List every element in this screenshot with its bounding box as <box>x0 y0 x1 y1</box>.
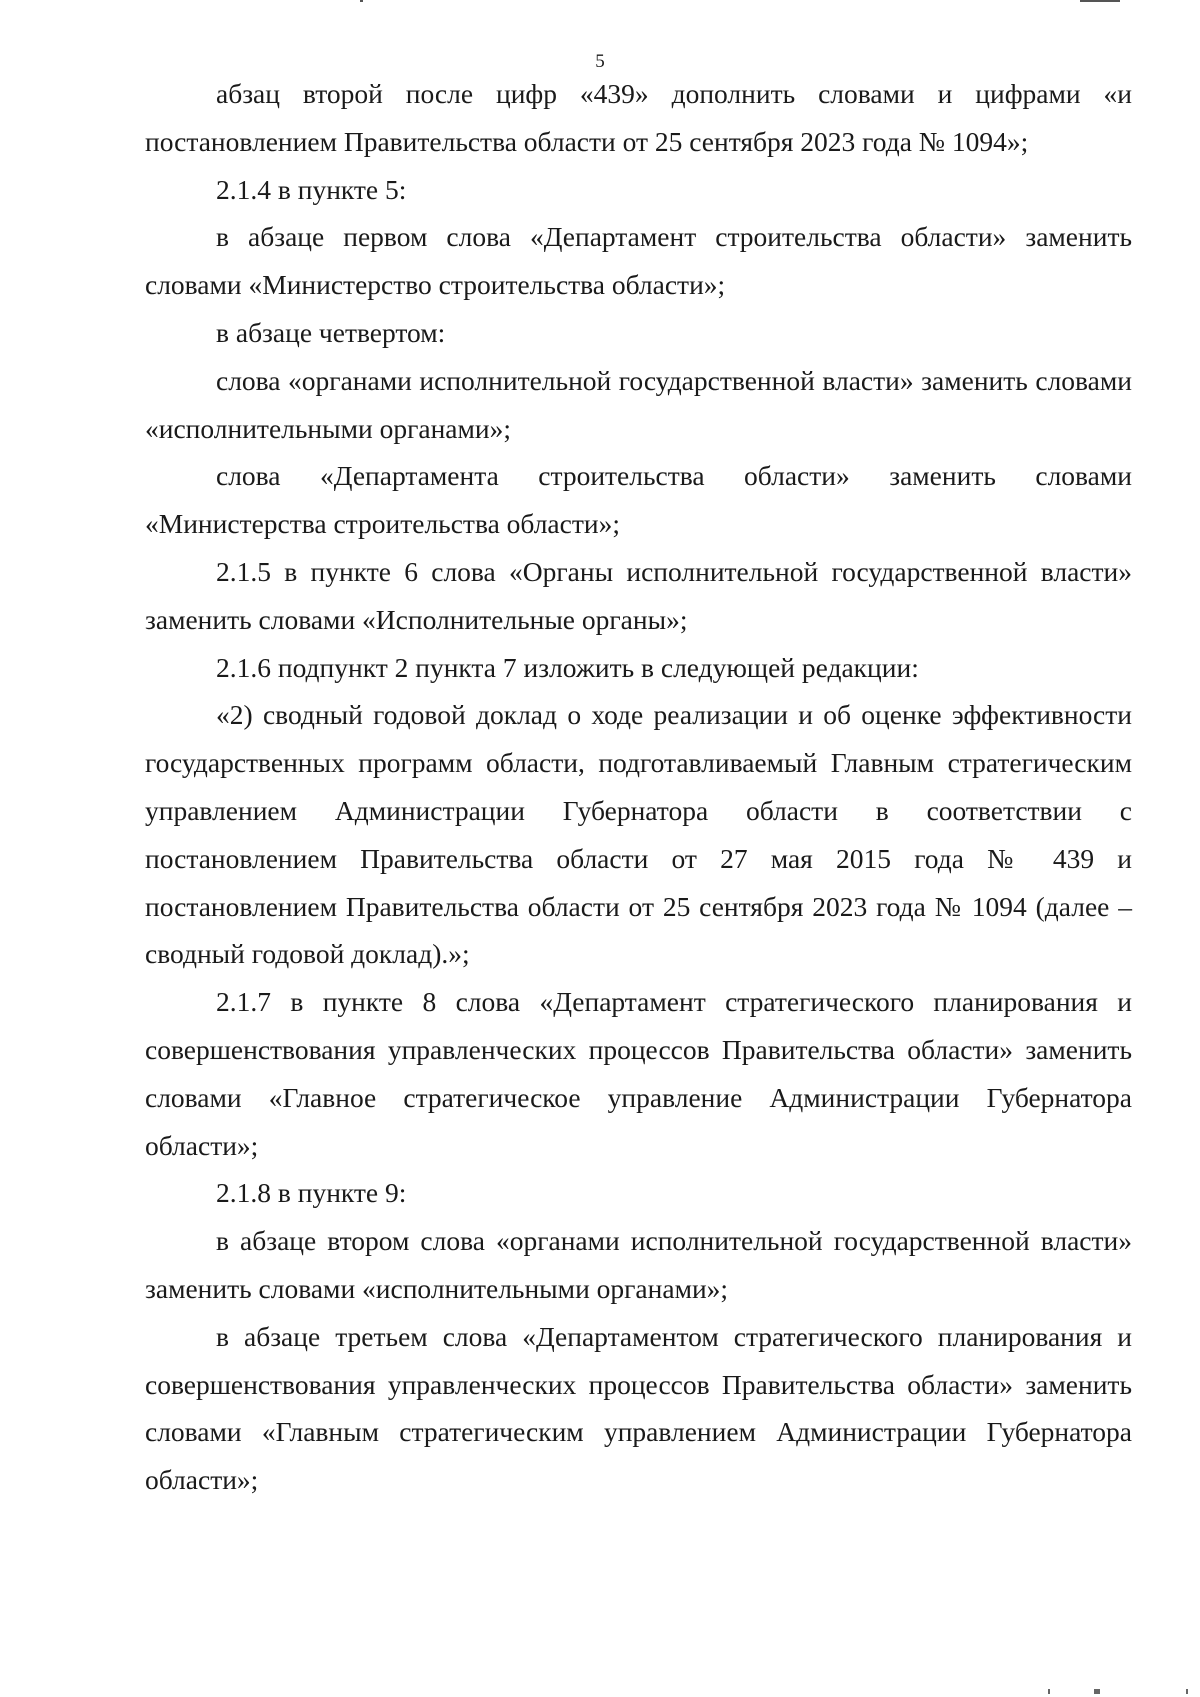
paragraph: 2.1.5 в пункте 6 слова «Органы исполнительной государственной власти» заменить словами «Исполнительные органы»; <box>145 555 1132 635</box>
paragraph: 2.1.8 в пункте 9: <box>216 1177 407 1209</box>
scan-top-edge <box>0 0 1200 3</box>
paragraph: в абзаце первом слова «Департамент строительства области» заменить словами «Министерство строительства области»; <box>145 221 1132 301</box>
scan-mark <box>360 0 363 2</box>
document-body <box>145 70 1132 1504</box>
paragraph: 2.1.7 в пункте 8 слова «Департамент стратегического планирования и совершенствования управленческих процессов Правительства области» заменить словами «Главное стратегическое управление Администрации Губернатора области»; <box>145 986 1132 1161</box>
paragraph: в абзаце втором слова «органами исполнительной государственной власти» заменить словами «исполнительными органами»; <box>145 1225 1132 1304</box>
paragraph: в абзаце третьем слова «Департаментом стратегического планирования и совершенствования управленческих процессов Правительства области» заменить словами «Главным стратегическим управлением Администрации Губернатора области»; <box>145 1320 1132 1496</box>
paragraph: «2) сводный годовой доклад о ходе реализации и об оценке эффективности государственных программ области, подготавливаемый Главным стратегическим управлением Администрации Губернатора области в соответствии с постановлением Правительства области от 27 мая 2015 года № 439 и постановлением Правительства области от 25 сентября 2023 года № 1094 (далее – сводный годовой доклад).»; <box>145 699 1132 970</box>
paragraph: 2.1.4 в пункте 5: <box>216 173 407 205</box>
paragraph: в абзаце четвертом: <box>216 316 446 348</box>
scan-mark <box>1048 1689 1050 1694</box>
scan-mark <box>1186 1689 1188 1694</box>
paragraph: 2.1.6 подпункт 2 пункта 7 изложить в следующей редакции: <box>216 651 919 683</box>
paragraph: абзац второй после цифр «439» дополнить словами и цифрами «и постановлением Правительства области от 25 сентября 2023 года № 1094»; <box>145 78 1132 157</box>
scan-bottom-edge <box>1000 1687 1200 1697</box>
scan-mark <box>1094 1689 1100 1694</box>
paragraph: слова «Департамента строительства области» заменить словами «Министерства строительства области»; <box>145 460 1132 540</box>
page-number: 5 <box>595 51 605 72</box>
paragraph: слова «органами исполнительной государственной власти» заменить словами «исполнительными органами»; <box>145 364 1132 444</box>
scan-mark <box>1080 0 1120 2</box>
